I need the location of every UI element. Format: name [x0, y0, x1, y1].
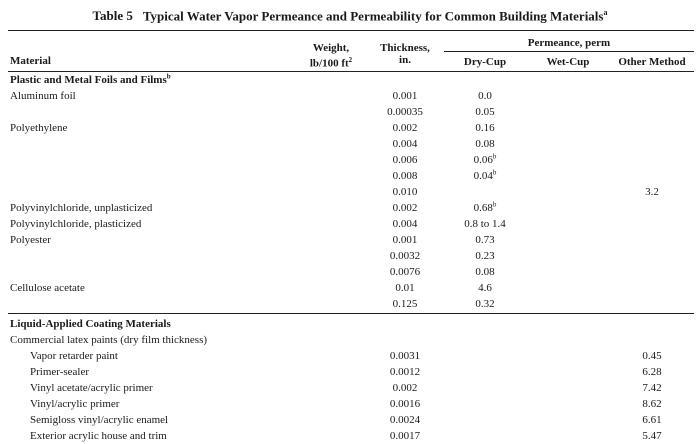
- table-row: [0, 136, 700, 152]
- dry-cup-value: 0.08: [475, 138, 495, 150]
- material-text: Semigloss vinyl/acrylic enamel: [30, 414, 169, 426]
- dry-cup-cell: [452, 120, 518, 136]
- permeance-group-rule: [444, 51, 694, 52]
- section-heading: [10, 316, 171, 332]
- material-name: [30, 364, 89, 380]
- material-text: Primer-sealer: [30, 366, 90, 378]
- material-name: [10, 216, 141, 232]
- table-title-text: Typical Water Vapor Permeance and Permeability for Common Building Materials: [142, 8, 604, 24]
- other-method-cell: 6.61: [642, 414, 662, 426]
- header-material: Material: [10, 55, 51, 67]
- table-row: [0, 168, 700, 184]
- thickness-cell: 0.0016: [389, 398, 421, 410]
- dry-cup-value: 0.73: [475, 234, 495, 246]
- dry-cup-cell: [452, 232, 518, 248]
- dry-cup-cell: [452, 168, 518, 184]
- material-text: Polyethylene: [10, 122, 68, 134]
- table-row: [0, 348, 700, 364]
- header-weight-unit: lb/100 ft: [309, 57, 349, 70]
- header-other-method: Other Method: [618, 56, 686, 68]
- material-text: Aluminum foil: [10, 90, 76, 102]
- thickness-cell: 0.0031: [389, 350, 421, 362]
- material-text: Vapor retarder paint: [30, 350, 118, 362]
- material-text: Polyvinylchloride, unplasticized: [10, 202, 153, 214]
- footnote-mark: b: [492, 152, 497, 161]
- thickness-cell: 0.006: [392, 154, 418, 166]
- material-name: [30, 396, 119, 412]
- material-text: Vinyl/acrylic primer: [30, 398, 120, 410]
- table-row: [0, 296, 700, 312]
- table-row: [0, 396, 700, 412]
- dry-cup-cell: [452, 296, 518, 312]
- thickness-cell: 0.0012: [389, 366, 421, 378]
- table-row: [0, 88, 700, 104]
- dry-cup-value: 0.04: [473, 170, 493, 182]
- thickness-cell: 0.001: [392, 234, 418, 246]
- material-text: Polyester: [10, 234, 51, 246]
- table-row: [0, 184, 700, 200]
- dry-cup-cell: [452, 216, 518, 232]
- thickness-cell: 0.010: [392, 186, 418, 198]
- material-name: [30, 348, 118, 364]
- material-text: Commercial latex paints (dry film thickness): [10, 334, 208, 346]
- table-title: [0, 8, 700, 24]
- material-name: [10, 332, 207, 348]
- table-row: [0, 248, 700, 264]
- dry-cup-value: 4.6: [478, 282, 492, 294]
- dry-cup-cell: [452, 136, 518, 152]
- dry-cup-cell: [452, 88, 518, 104]
- table-row: [0, 280, 700, 296]
- thickness-cell: 0.004: [392, 218, 418, 230]
- header-wet-cup: Wet-Cup: [546, 56, 590, 68]
- section-divider-rule: [8, 313, 694, 314]
- thickness-cell: 0.002: [392, 382, 418, 394]
- top-rule: [8, 30, 694, 31]
- thickness-cell: 0.0024: [389, 414, 421, 426]
- dry-cup-value: 0.08: [475, 266, 495, 278]
- footnote-mark: b: [492, 200, 497, 209]
- header-thickness-line2: in.: [399, 54, 411, 66]
- header-dry-cup: Dry-Cup: [463, 56, 507, 68]
- dry-cup-value: 0.32: [475, 298, 495, 310]
- section-heading-row: [0, 316, 700, 332]
- header-permeance-group: Permeance, perm: [527, 37, 611, 49]
- thickness-cell: 0.01: [395, 282, 415, 294]
- material-text: Exterior acrylic house and trim: [30, 430, 167, 442]
- material-text: Polyvinylchloride, plasticized: [10, 218, 142, 230]
- table-row: [0, 232, 700, 248]
- table-row: [0, 200, 700, 216]
- thickness-cell: 0.001: [392, 90, 418, 102]
- thickness-cell: 0.0076: [389, 266, 421, 278]
- thickness-cell: 0.0017: [389, 430, 421, 442]
- other-method-cell: 8.62: [642, 398, 662, 410]
- dry-cup-value: 0.16: [475, 122, 495, 134]
- dry-cup-value: 0.23: [475, 250, 495, 262]
- table-row: [0, 120, 700, 136]
- thickness-cell: 0.0032: [389, 250, 421, 262]
- dry-cup-value: 0.68: [473, 202, 493, 214]
- thickness-cell: 0.008: [392, 170, 418, 182]
- material-name: [10, 200, 152, 216]
- table-row: [0, 428, 700, 444]
- thickness-cell: 0.004: [392, 138, 418, 150]
- footnote-mark: b: [166, 72, 171, 81]
- header-weight-exponent: 2: [348, 56, 353, 64]
- dry-cup-value: 0.8 to 1.4: [464, 218, 506, 230]
- dry-cup-cell: [452, 248, 518, 264]
- table-row: [0, 264, 700, 280]
- dry-cup-cell: [452, 264, 518, 280]
- dry-cup-cell: [452, 152, 518, 168]
- table-row: [0, 332, 700, 348]
- header-weight-line2: [296, 54, 366, 70]
- table-row: [0, 152, 700, 168]
- section-heading: [10, 72, 171, 88]
- other-method-cell: 3.2: [645, 186, 659, 198]
- material-text: Vinyl acetate/acrylic primer: [30, 382, 153, 394]
- section-heading-row: [0, 72, 700, 88]
- table-title-footnote-mark: a: [603, 8, 608, 17]
- thickness-cell: 0.125: [392, 298, 418, 310]
- other-method-cell: 5.47: [642, 430, 662, 442]
- thickness-cell: 0.00035: [387, 106, 423, 118]
- other-method-cell: 7.42: [642, 382, 662, 394]
- other-method-cell: 0.45: [642, 350, 662, 362]
- table-row: [0, 364, 700, 380]
- material-text: Liquid-Applied Coating Materials: [10, 318, 171, 330]
- table-row: [0, 380, 700, 396]
- material-name: [10, 280, 85, 296]
- table-number: Table 5: [92, 8, 133, 24]
- dry-cup-value: 0.05: [475, 106, 495, 118]
- header-thickness: [370, 42, 440, 66]
- thickness-cell: 0.002: [392, 202, 418, 214]
- table-row: [0, 104, 700, 120]
- header-thickness-line1: Thickness,: [380, 42, 430, 54]
- footnote-mark: b: [492, 168, 497, 177]
- dry-cup-cell: [452, 104, 518, 120]
- material-text: Cellulose acetate: [10, 282, 85, 294]
- header-weight: [296, 42, 366, 70]
- material-name: [10, 120, 67, 136]
- header-weight-line1: Weight,: [312, 42, 350, 54]
- material-name: [30, 428, 167, 444]
- material-name: [10, 232, 51, 248]
- material-text: Plastic and Metal Foils and Films: [10, 74, 167, 86]
- material-name: [30, 412, 168, 428]
- table-row: [0, 216, 700, 232]
- dry-cup-cell: [452, 200, 518, 216]
- material-name: [30, 380, 153, 396]
- thickness-cell: 0.002: [392, 122, 418, 134]
- other-method-cell: 6.28: [642, 366, 662, 378]
- dry-cup-value: 0.0: [478, 90, 492, 102]
- dry-cup-cell: [452, 280, 518, 296]
- dry-cup-value: 0.06: [473, 154, 493, 166]
- table-row: [0, 412, 700, 428]
- material-name: [10, 88, 76, 104]
